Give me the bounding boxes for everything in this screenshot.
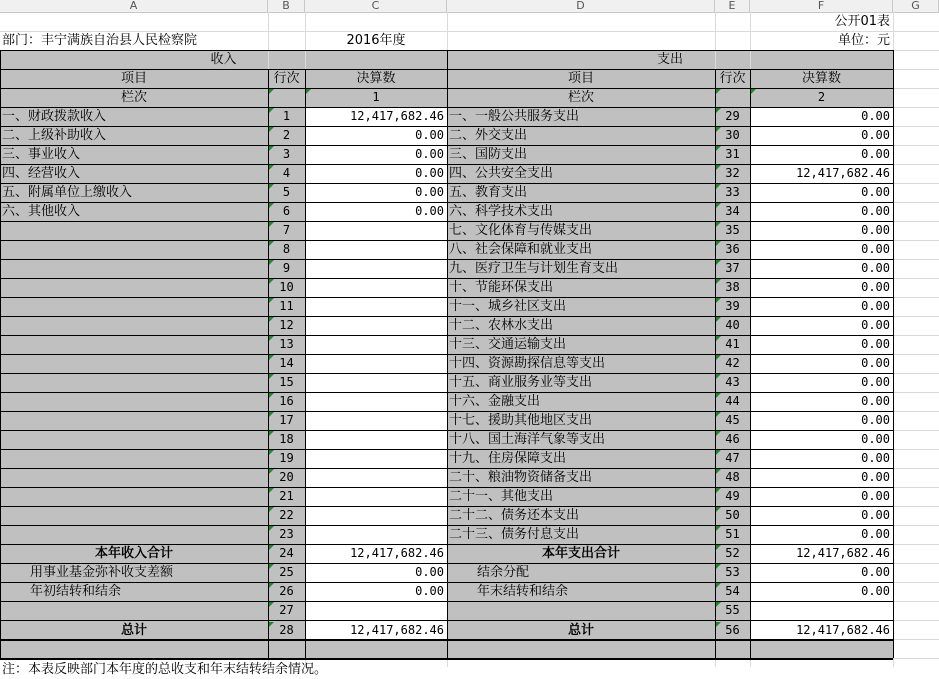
expense-total-value[interactable]: 12,417,682.46 [796,546,890,560]
expense-row-value[interactable]: 0.00 [861,394,890,408]
expense-extra-value[interactable]: 0.00 [861,565,890,579]
green-marker [716,108,721,113]
income-row-number: 18 [279,432,294,446]
expense-grand-total-name: 总计 [567,623,594,638]
expense-row-name: 十七、援助其他地区支出 [449,413,593,428]
unit-label: 单位：元 [837,33,890,48]
income-row-value[interactable]: 0.00 [415,166,444,180]
expense-row-value[interactable]: 0.00 [861,470,890,484]
expense-row-name: 八、社会保障和就业支出 [449,242,593,257]
expense-row-name: 二十三、债务付息支出 [449,527,580,542]
expense-row-name: 十三、交通运输支出 [449,337,567,352]
income-row-name: 三、事业收入 [2,147,81,162]
income-row-value[interactable] [305,430,447,449]
income-row-value[interactable] [305,278,447,297]
green-marker [716,241,721,246]
green-marker [716,431,721,436]
income-row-number: 20 [279,470,294,484]
income-extra-name: 用事业基金弥补收支差额 [30,565,174,580]
green-marker [716,564,721,569]
expense-row-value[interactable]: 0.00 [861,223,890,237]
income-grand-total-name: 总计 [120,623,147,638]
expense-grand-total-value[interactable]: 12,417,682.46 [796,623,890,637]
income-row-name [0,354,268,373]
green-marker [716,412,721,417]
green-marker [716,222,721,227]
income-grand-total-number: 28 [279,623,294,637]
income-row-name [0,259,268,278]
expense-row-number: 49 [725,489,740,503]
expense-extra-number: 54 [725,584,740,598]
expense-row-value[interactable]: 0.00 [861,128,890,142]
income-row-value[interactable] [305,335,447,354]
expense-row-value[interactable]: 0.00 [861,356,890,370]
green-marker [269,488,274,493]
income-extra-name: 年初结转和结余 [30,584,122,599]
income-row-name [0,468,268,487]
expense-extra-name: 结余分配 [477,565,530,580]
income-row-number: 17 [279,413,294,427]
green-marker [716,488,721,493]
green-marker [716,393,721,398]
income-row-value[interactable] [305,316,447,335]
income-row-header: 行次 [273,71,300,86]
income-row-number: 23 [279,527,294,541]
green-marker [716,279,721,284]
income-item-header: 项目 [120,71,147,86]
expense-row-name: 十八、国土海洋气象等支出 [449,432,606,447]
income-extra-value[interactable]: 0.00 [415,565,444,579]
income-grand-total-value[interactable]: 12,417,682.46 [350,623,444,637]
expense-row-number: 44 [725,394,740,408]
expense-extra-value[interactable]: 0.00 [861,584,890,598]
green-marker [716,89,721,94]
income-row-name [0,411,268,430]
expense-row-value[interactable]: 0.00 [861,242,890,256]
green-marker [716,260,721,265]
expense-sub-header: 栏次 [567,90,594,105]
green-marker [269,279,274,284]
expense-extra-number: 53 [725,565,740,579]
expense-row-number: 43 [725,375,740,389]
expense-total-number: 52 [725,546,740,560]
expense-row-number: 35 [725,223,740,237]
expense-row-name: 二十二、债务还本支出 [449,508,580,523]
green-marker [751,89,756,94]
income-row-value[interactable]: 12,417,682.46 [350,109,444,123]
expense-row-name: 十九、住房保障支出 [449,451,567,466]
expense-row-name: 五、教育支出 [449,185,528,200]
expense-row-value[interactable]: 0.00 [861,280,890,294]
green-marker [269,317,274,322]
expense-row-number: 32 [725,166,740,180]
expense-row-value[interactable]: 0.00 [861,432,890,446]
income-extra-value[interactable] [305,601,447,620]
expense-row-number: 39 [725,299,740,313]
income-row-value[interactable] [305,297,447,316]
green-marker [716,526,721,531]
green-marker [269,526,274,531]
expense-section-header: 支出 [656,52,683,67]
expense-row-value[interactable]: 0.00 [861,318,890,332]
income-total-number: 24 [279,546,294,560]
income-row-value[interactable] [305,392,447,411]
expense-row-value[interactable]: 0.00 [861,451,890,465]
expense-row-name: 十五、商业服务业等支出 [449,375,593,390]
department-label: 部门：丰宁满族自治县人民检察院 [2,33,198,48]
expense-row-header: 行次 [719,71,746,86]
income-row-number: 12 [279,318,294,332]
income-extra-name [0,601,268,620]
green-marker [269,146,274,151]
income-row-value[interactable] [305,221,447,240]
expense-row-value[interactable]: 0.00 [861,413,890,427]
income-row-number: 14 [279,356,294,370]
green-marker [716,507,721,512]
green-marker [716,374,721,379]
income-row-number: 1 [282,109,291,123]
expense-row-value[interactable]: 0.00 [861,375,890,389]
expense-row-number: 47 [725,451,740,465]
expense-row-number: 42 [725,356,740,370]
green-marker [716,622,721,627]
income-row-number: 8 [282,242,291,256]
income-row-name [0,297,268,316]
income-sub-header: 栏次 [120,90,147,105]
green-marker [269,184,274,189]
income-row-value[interactable] [305,506,447,525]
footnote: 注：本表反映部门本年度的总收支和年末结转结余情况。 [2,662,328,677]
expense-row-value[interactable]: 0.00 [861,147,890,161]
income-section-header: 收入 [210,52,237,67]
income-extra-number: 27 [279,603,294,617]
green-marker [716,298,721,303]
column-header-c[interactable]: C [305,0,447,12]
income-row-value[interactable]: 0.00 [415,204,444,218]
expense-extra-number: 55 [725,603,740,617]
expense-row-name: 一、一般公共服务支出 [449,109,580,124]
income-row-number: 4 [282,166,291,180]
green-marker [716,203,721,208]
income-total-value[interactable]: 12,417,682.46 [350,546,444,560]
income-row-value[interactable]: 0.00 [415,128,444,142]
green-marker [269,583,274,588]
column-header-e[interactable]: E [715,0,750,12]
green-marker [269,507,274,512]
income-row-value[interactable] [305,373,447,392]
column-header-a[interactable]: A [0,0,268,12]
column-header-g[interactable]: G [893,0,939,12]
green-marker [269,203,274,208]
income-row-value[interactable] [305,240,447,259]
expense-row-value[interactable]: 0.00 [861,508,890,522]
expense-row-name: 四、公共安全支出 [449,166,554,181]
year-label: 2016年度 [346,33,406,48]
green-marker [269,431,274,436]
income-row-name: 六、其他收入 [2,204,81,219]
green-marker [716,355,721,360]
expense-extra-name: 年末结转和结余 [477,584,569,599]
income-row-name [0,316,268,335]
income-row-name [0,430,268,449]
expense-row-value[interactable]: 12,417,682.46 [796,166,890,180]
income-row-value[interactable] [305,259,447,278]
expense-row-number: 40 [725,318,740,332]
green-marker [269,89,274,94]
expense-row-number: 31 [725,147,740,161]
green-marker [269,412,274,417]
green-marker [716,317,721,322]
green-marker [716,469,721,474]
income-extra-number: 25 [279,565,294,579]
green-marker [269,165,274,170]
expense-row-number: 37 [725,261,740,275]
income-row-number: 2 [282,128,291,142]
green-marker [269,222,274,227]
income-row-number: 22 [279,508,294,522]
income-row-number: 5 [282,185,291,199]
expense-row-value[interactable]: 0.00 [861,337,890,351]
income-row-name [0,449,268,468]
green-marker [306,89,311,94]
expense-row-name: 三、国防支出 [449,147,528,162]
expense-row-value[interactable]: 0.00 [861,299,890,313]
income-row-value[interactable] [305,468,447,487]
expense-row-name: 十六、金融支出 [449,394,541,409]
expense-row-value[interactable]: 0.00 [861,489,890,503]
expense-grand-total-number: 56 [725,623,740,637]
expense-row-name: 十四、资源勘探信息等支出 [449,356,606,371]
green-marker [716,127,721,132]
income-row-value[interactable] [305,411,447,430]
green-marker [269,260,274,265]
green-marker [269,469,274,474]
expense-row-name: 二十、粮油物资储备支出 [449,470,593,485]
expense-row-number: 41 [725,337,740,351]
expense-row-number: 48 [725,470,740,484]
table-border-v [893,50,894,658]
green-marker [716,336,721,341]
income-row-name [0,240,268,259]
green-marker [716,450,721,455]
income-row-number: 16 [279,394,294,408]
income-row-name: 二、上级补助收入 [2,128,107,143]
expense-row-name: 七、文化体育与传媒支出 [449,223,593,238]
income-row-name: 四、经营收入 [2,166,81,181]
column-header-f[interactable]: F [750,0,893,12]
expense-extra-value[interactable] [750,601,893,620]
income-extra-value[interactable]: 0.00 [415,584,444,598]
income-row-value[interactable]: 0.00 [415,185,444,199]
expense-row-number: 50 [725,508,740,522]
expense-row-value[interactable]: 0.00 [861,527,890,541]
expense-extra-name [447,601,715,620]
green-marker [269,393,274,398]
income-row-value[interactable] [305,449,447,468]
expense-row-value[interactable]: 0.00 [861,185,890,199]
expense-row-number: 36 [725,242,740,256]
green-marker [269,622,274,627]
green-marker [269,127,274,132]
income-row-number: 3 [282,147,291,161]
income-row-name [0,278,268,297]
green-marker [269,564,274,569]
expense-row-name: 二十一、其他支出 [449,489,554,504]
expense-row-number: 45 [725,413,740,427]
income-row-number: 19 [279,451,294,465]
expense-row-number: 38 [725,280,740,294]
income-row-value[interactable] [305,525,447,544]
green-marker [269,374,274,379]
expense-row-name: 十一、城乡社区支出 [449,299,567,314]
green-marker [269,241,274,246]
green-marker [269,545,274,550]
expense-row-name: 二、外交支出 [449,128,528,143]
green-marker [269,450,274,455]
green-marker [716,545,721,550]
income-row-value[interactable] [305,487,447,506]
income-row-name: 五、附属单位上缴收入 [2,185,133,200]
income-row-name [0,335,268,354]
expense-row-value[interactable]: 0.00 [861,109,890,123]
income-extra-number: 26 [279,584,294,598]
expense-amount-header: 决算数 [801,71,841,86]
expense-row-value[interactable]: 0.00 [861,204,890,218]
income-row-name [0,487,268,506]
green-marker [716,184,721,189]
income-row-name [0,506,268,525]
expense-col-number: 2 [817,90,826,104]
green-marker [269,336,274,341]
income-row-number: 21 [279,489,294,503]
income-row-number: 6 [282,204,291,218]
income-row-value[interactable]: 0.00 [415,147,444,161]
expense-item-header: 项目 [567,71,594,86]
expense-row-name: 十二、农林水支出 [449,318,554,333]
income-row-number: 11 [279,299,294,313]
expense-row-number: 29 [725,109,740,123]
income-total-name: 本年收入合计 [94,546,173,561]
income-row-name [0,392,268,411]
green-marker [716,602,721,607]
income-row-number: 9 [282,261,291,275]
income-row-number: 13 [279,337,294,351]
income-row-name: 一、财政拨款收入 [2,109,107,124]
income-row-name [0,525,268,544]
income-row-number: 15 [279,375,294,389]
green-marker [716,583,721,588]
green-marker [269,108,274,113]
income-row-name [0,373,268,392]
income-row-name [0,221,268,240]
expense-total-name: 本年支出合计 [541,546,620,561]
expense-row-name: 九、医疗卫生与计划生育支出 [449,261,619,276]
column-header-d[interactable]: D [447,0,715,12]
expense-row-number: 51 [725,527,740,541]
expense-row-number: 33 [725,185,740,199]
green-marker [716,165,721,170]
expense-row-number: 34 [725,204,740,218]
expense-row-value[interactable]: 0.00 [861,261,890,275]
expense-row-number: 30 [725,128,740,142]
expense-row-number: 46 [725,432,740,446]
expense-row-name: 十、节能环保支出 [449,280,554,295]
green-marker [269,298,274,303]
income-amount-header: 决算数 [356,71,396,86]
income-row-value[interactable] [305,354,447,373]
income-row-number: 10 [279,280,294,294]
green-marker [716,146,721,151]
income-col-number: 1 [372,90,380,104]
expense-row-name: 六、科学技术支出 [449,204,554,219]
green-marker [269,602,274,607]
income-row-number: 7 [282,223,291,237]
column-header-b[interactable]: B [268,0,305,12]
table-id-label: 公开01表 [834,14,890,29]
green-marker [269,355,274,360]
